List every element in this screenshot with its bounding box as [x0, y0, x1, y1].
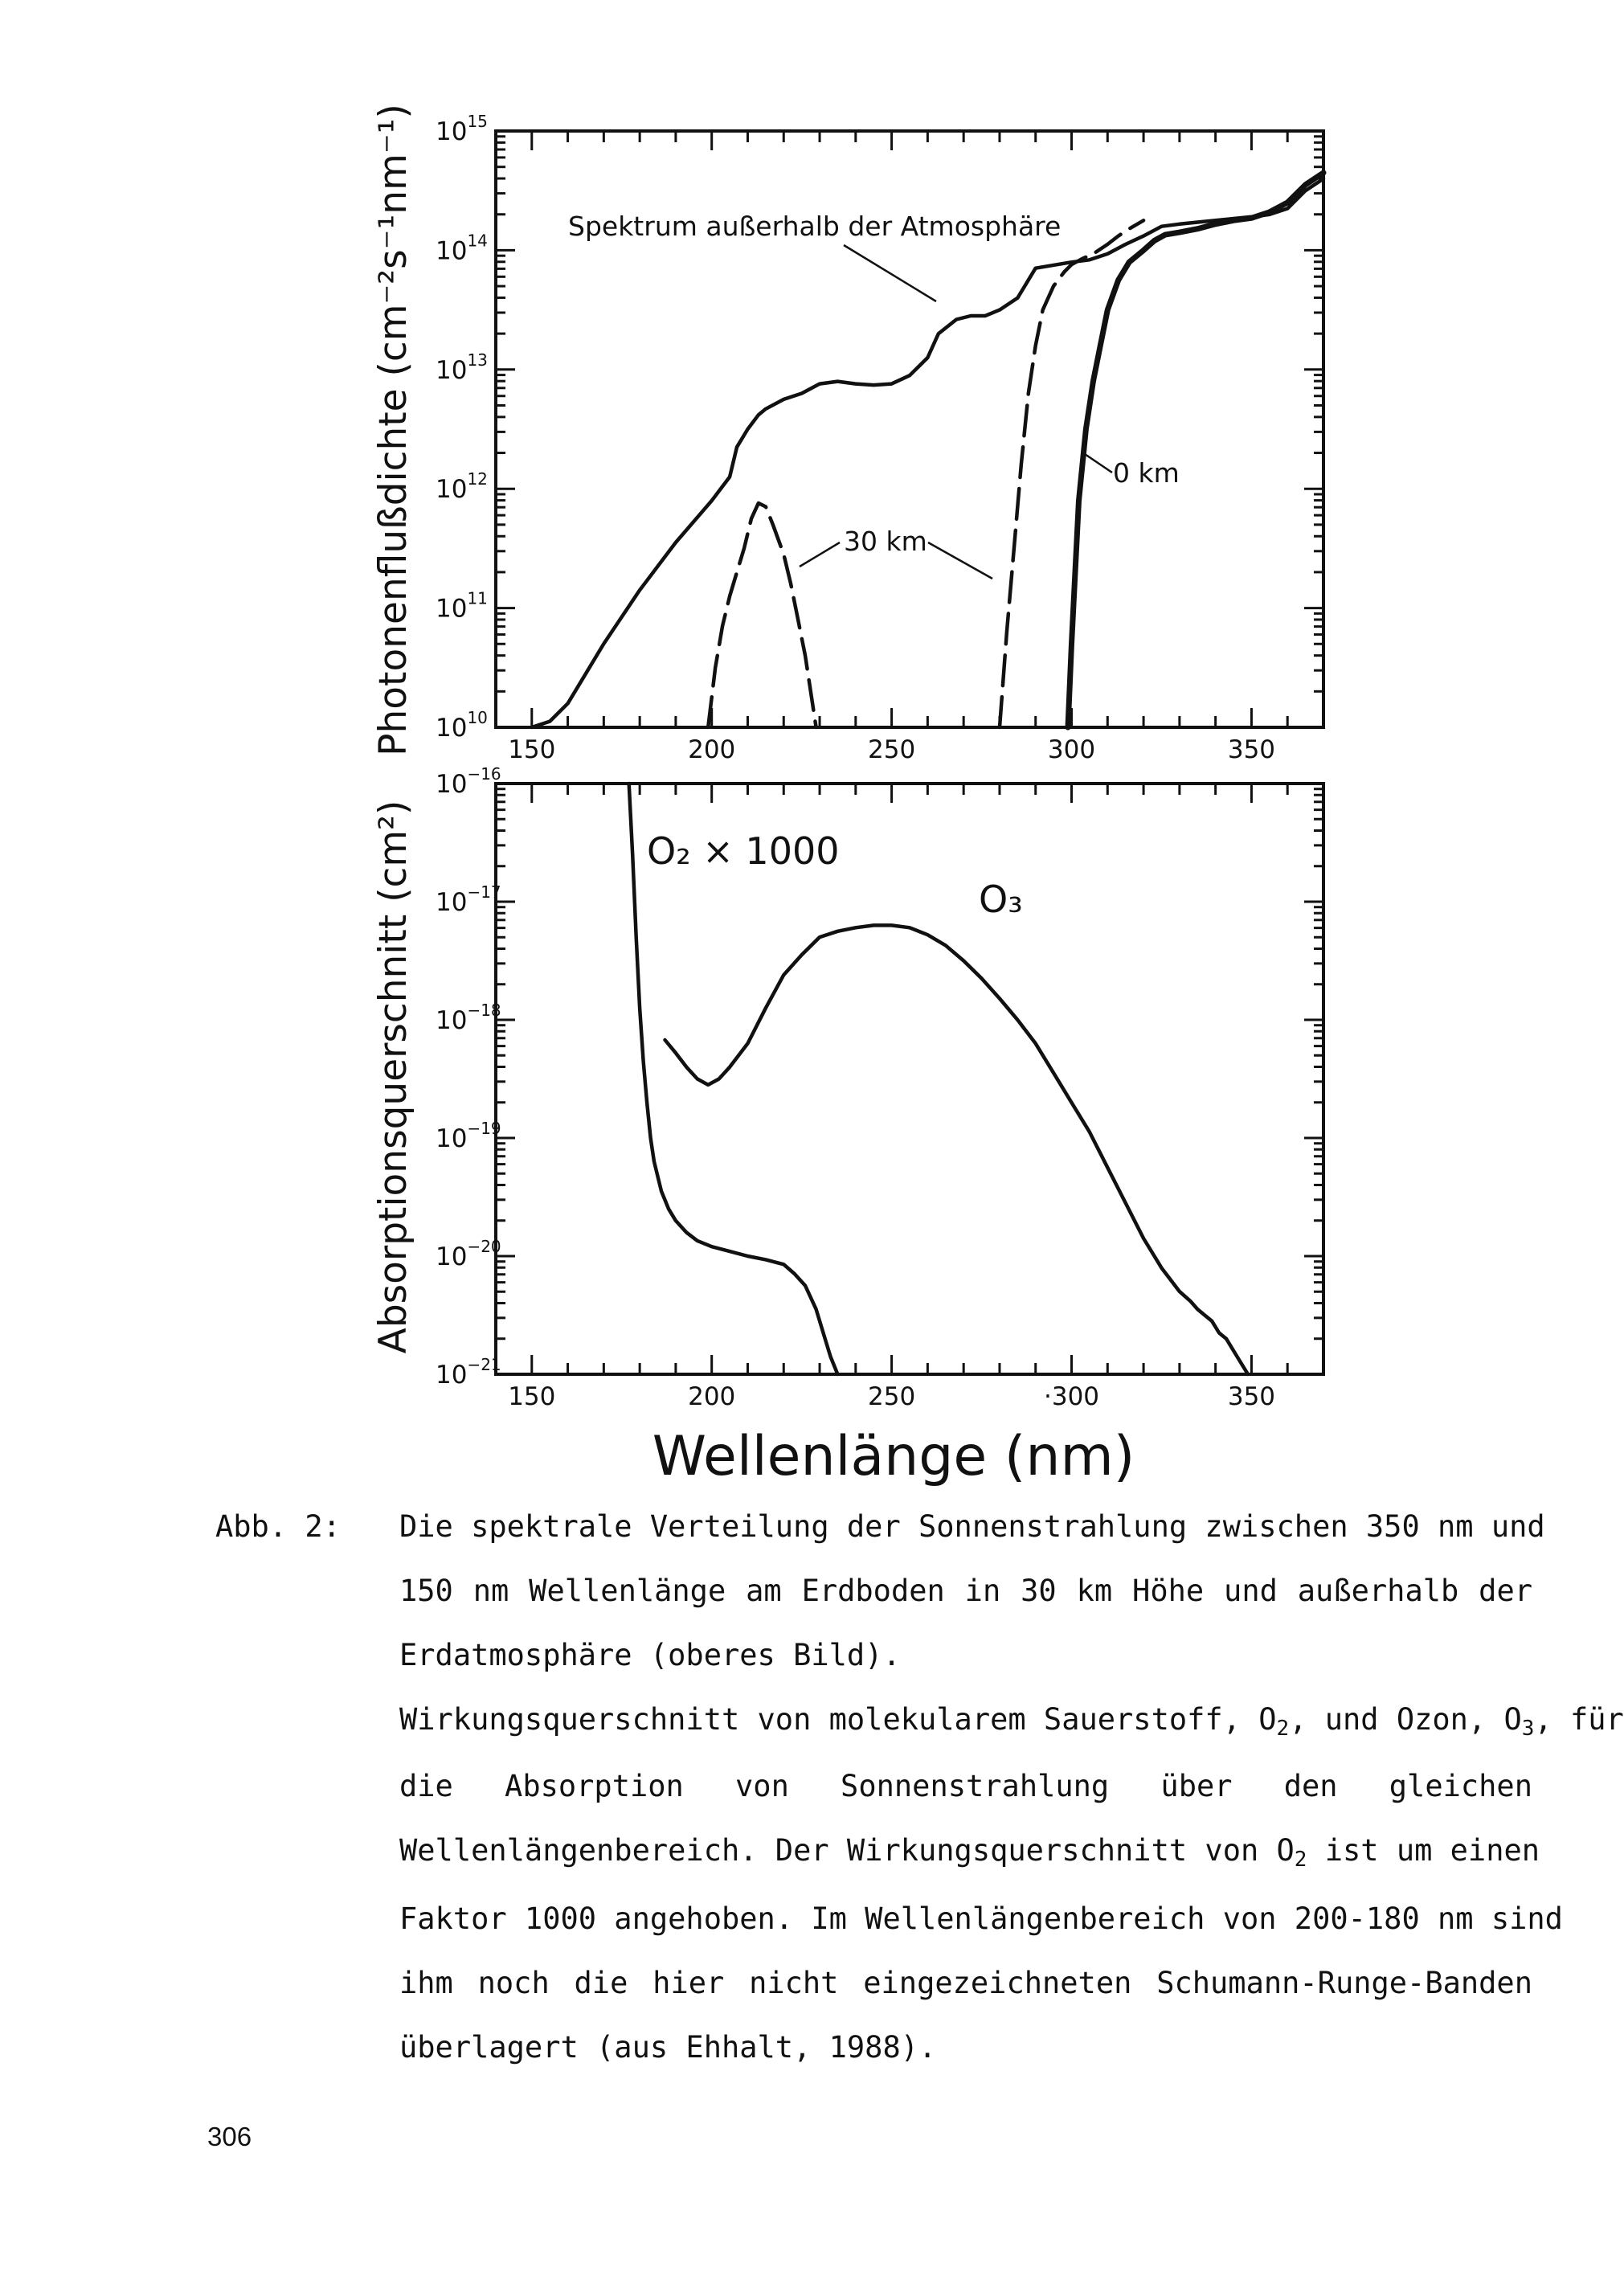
bottom-ytick-labels: [436, 764, 501, 1390]
x-tick-label: 350: [1227, 735, 1276, 764]
top-ytick-labels: [436, 112, 488, 743]
y-tick-label: $10^{10}$: [436, 708, 488, 743]
caption-line: Die spektrale Verteilung der Sonnenstrahlung zwischen 350 nm und: [399, 1509, 1545, 1544]
leader-30km-left: [800, 542, 840, 567]
caption-line: die Absorption von Sonnenstrahlung über den gleichen: [399, 1769, 1532, 1803]
bottom-panel: [371, 764, 1323, 1488]
bottom-ticks: [496, 784, 1323, 1374]
series-line-top-0: [532, 178, 1323, 727]
y-tick-label: $10^{11}$: [436, 588, 488, 624]
x-tick-label: 250: [868, 735, 916, 764]
y-tick-label: $10^{-17}$: [436, 882, 501, 917]
series-line-top-1: [708, 503, 816, 727]
page-number: 306: [207, 2122, 252, 2151]
y-tick-label: $10^{-20}$: [436, 1237, 501, 1271]
x-tick-label: 350: [1227, 1382, 1276, 1411]
top-xtick-labels: [508, 735, 1275, 764]
x-axis-label: Wellenlänge (nm): [652, 1425, 1135, 1488]
x-tick-label: 300: [1047, 735, 1096, 764]
x-tick-label: ·300: [1044, 1382, 1100, 1411]
caption-line: Wellenlängenbereich. Der Wirkungsquerschnitt von $O_2$ ist um einen: [399, 1833, 1540, 1872]
annotation-o3: O₃: [979, 878, 1023, 921]
annotation-30km: 30 km: [844, 526, 927, 557]
leader-0km: [1085, 454, 1112, 473]
annotation-spektrum: Spektrum außerhalb der Atmosphäre: [568, 211, 1062, 242]
caption-line: 150 nm Wellenlänge am Erdboden in 30 km Höhe und außerhalb der: [399, 1574, 1532, 1608]
x-tick-label: 200: [688, 735, 736, 764]
y-tick-label: $10^{-21}$: [436, 1355, 501, 1390]
series-line-bottom-1: [665, 925, 1249, 1374]
caption-line: Wirkungsquerschnitt von molekularem Sauerstoff, $O_2$, und Ozon, $O_3$, für: [399, 1702, 1624, 1741]
x-tick-label: 200: [688, 1382, 736, 1411]
bottom-xtick-labels: [508, 1382, 1275, 1411]
y-tick-label: $10^{-19}$: [436, 1119, 501, 1153]
annotation-o2: O₂ × 1000: [647, 829, 840, 873]
caption-line: überlagert (aus Ehhalt, 1988).: [399, 2030, 937, 2065]
caption-line: Faktor 1000 angehoben. Im Wellenlängenbereich von 200-180 nm sind: [399, 1901, 1563, 1936]
x-tick-label: 150: [508, 1382, 556, 1411]
y-tick-label: $10^{13}$: [436, 350, 488, 385]
leader-spektrum: [844, 245, 936, 301]
top-y-axis-label: Photonenflußdichte (cm⁻²s⁻¹nm⁻¹): [371, 104, 415, 756]
caption-line: ihm noch die hier nicht eingezeichneten Schumann-Runge-Banden: [399, 1966, 1532, 2000]
y-tick-label: $10^{15}$: [436, 112, 488, 146]
caption-line: Erdatmosphäre (oberes Bild).: [399, 1638, 901, 1672]
bottom-y-axis-label: Absorptionsquerschnitt (cm²): [371, 800, 415, 1354]
annotation-0km: 0 km: [1113, 457, 1180, 489]
top-series: [532, 173, 1323, 727]
y-tick-label: $10^{12}$: [436, 469, 488, 505]
x-tick-label: 150: [508, 735, 556, 764]
y-tick-label: $10^{-18}$: [436, 1001, 501, 1035]
y-tick-label: $10^{14}$: [436, 231, 488, 266]
x-tick-label: 250: [868, 1382, 916, 1411]
bottom-plot-frame: [496, 784, 1323, 1374]
y-tick-label: $10^{-16}$: [436, 764, 501, 799]
caption-label: Abb. 2:: [215, 1509, 341, 1544]
top-panel: [371, 104, 1323, 764]
leader-30km-right: [928, 542, 992, 579]
